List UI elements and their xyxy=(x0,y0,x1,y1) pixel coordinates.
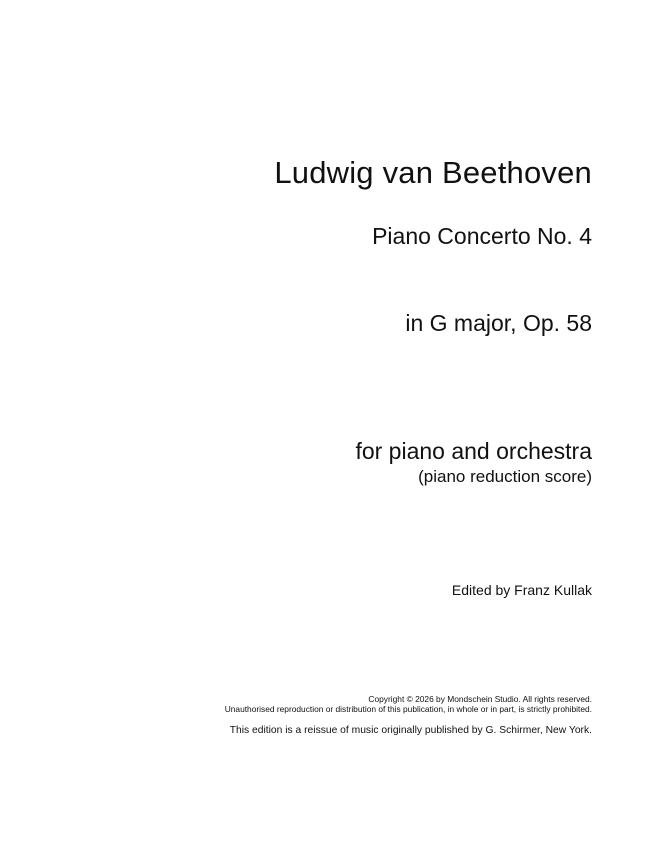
work-title: Piano Concerto No. 4 xyxy=(372,223,592,249)
copyright-block xyxy=(225,694,592,714)
instrumentation: for piano and orchestra xyxy=(355,438,592,464)
editor-credit: Edited by Franz Kullak xyxy=(451,582,592,598)
key-and-opus: in G major, Op. 58 xyxy=(405,310,592,336)
reissue-notice: This edition is a reissue of music originally published by G. Schirmer, New York. xyxy=(229,725,592,736)
distribution-notice: Unauthorised reproduction or distribution of this publication, in whole or in part, is strictly prohibited. xyxy=(224,704,592,714)
score-type: (piano reduction score) xyxy=(418,467,592,486)
composer-name: Ludwig van Beethoven xyxy=(274,155,592,190)
copyright-notice: Copyright © 2026 by Mondschein Studio. All rights reserved. xyxy=(368,694,592,704)
